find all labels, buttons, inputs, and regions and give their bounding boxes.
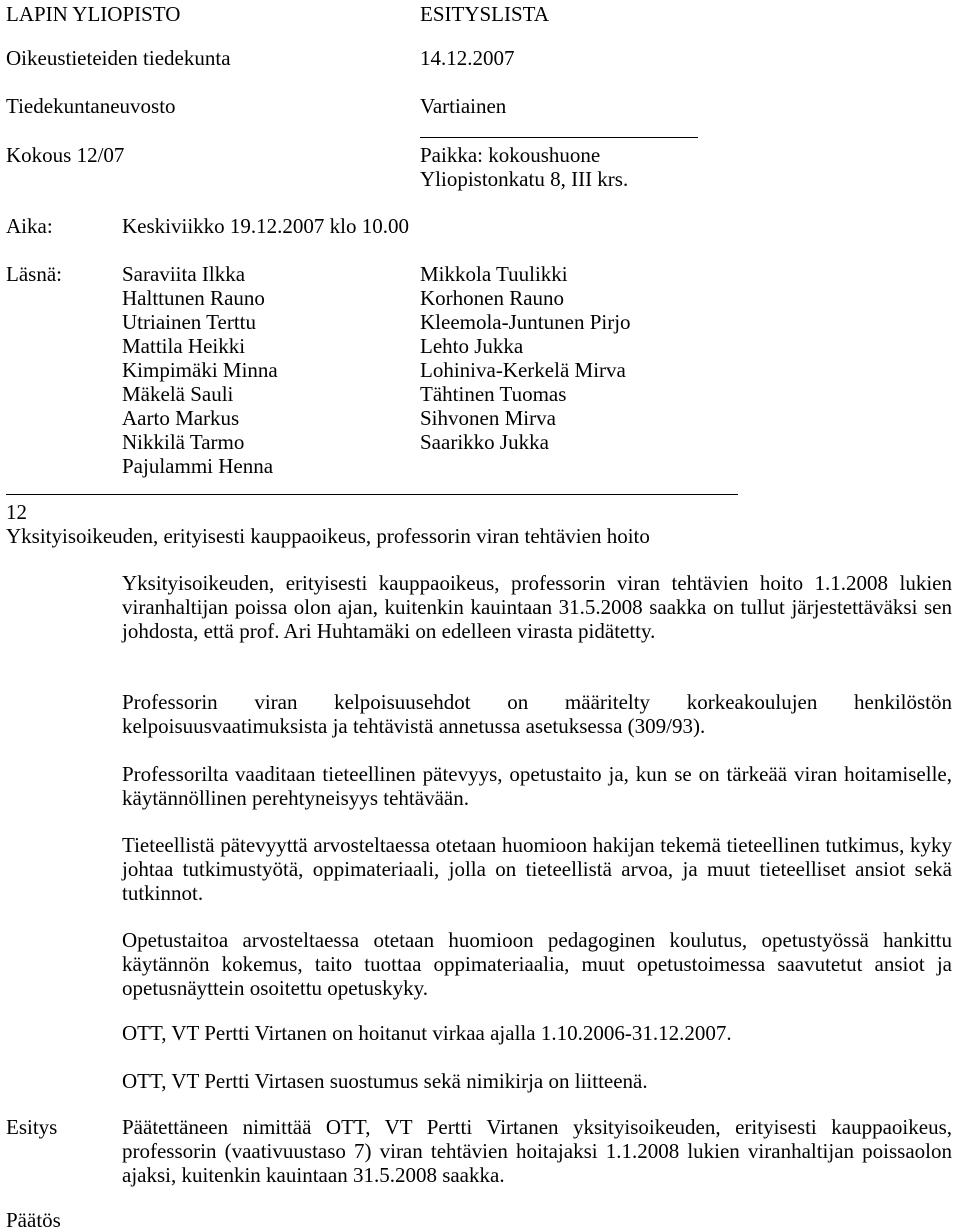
paragraph-attachments: OTT, VT Pertti Virtasen suostumus sekä nimikirja on liitteenä. [122,1069,648,1093]
item-title: Yksityisoikeuden, erityisesti kauppaoikeus, professorin viran tehtävien hoito [6,524,650,548]
document-date: 14.12.2007 [420,46,515,70]
section-divider [6,494,738,495]
header-divider [420,137,698,138]
attendee: Lehto Jukka [420,334,524,358]
attendee: Nikkilä Tarmo [122,430,245,454]
attendee: Pajulammi Henna [122,454,274,478]
item-number: 12 [6,500,27,524]
attendee: Mäkelä Sauli [122,382,234,406]
document-type: ESITYSLISTA [420,2,549,26]
university-name: LAPIN YLIOPISTO [6,2,181,26]
proposal-text: Päätettäneen nimittää OTT, VT Pertti Virtanen yksityisoikeuden, erityisesti kauppaoikeus, professorin (vaativuustaso 7) viran tehtävien hoitajaksi 1.1.2008 lukien viranhaltijan poissaolon ajaksi, kuitenkin kauintaan 31.5.2008 saakka. [122,1115,952,1187]
paragraph-arrangement: Yksityisoikeuden, erityisesti kauppaoikeus, professorin viran tehtävien hoito 1.1.2008 lukien viranhaltijan poissa olon ajan, kuitenkin kauintaan 31.5.2008 saakka on tullut järjestettäväksi sen johdosta, että prof. Ari Huhtamäki on edelleen virasta pidätetty. [122,571,952,643]
decision-label: Päätös [6,1208,61,1232]
attendee: Sihvonen Mirva [420,406,556,430]
attendee: Lohiniva-Kerkelä Mirva [420,358,626,382]
attendee: Kleemola-Juntunen Pirjo [420,310,631,334]
governing-body: Tiedekuntaneuvosto [6,94,176,118]
attendee: Utriainen Terttu [122,310,257,334]
meeting-address: Yliopistonkatu 8, III krs. [420,167,629,191]
attendee: Saraviita Ilkka [122,262,246,286]
attendee: Saarikko Jukka [420,430,549,454]
attendees-right-column [420,262,631,454]
paragraph-teaching-skill: Opetustaitoa arvosteltaessa otetaan huomioon pedagoginen koulutus, opetustyössä hankittu käytännön kokemus, taito tuottaa oppimateriaalia, muut opetustoimessa saavutetut ansiot ja opetusnäyttein osoitettu opetuskyky. [122,928,952,1000]
document-author: Vartiainen [420,94,507,118]
meeting-number: Kokous 12/07 [6,143,125,167]
faculty-name: Oikeustieteiden tiedekunta [6,46,231,70]
paragraph-eligibility: Professorin viran kelpoisuusehdot on määritelty korkeakoulujen henkilöstön kelpoisuusvaatimuksista ja tehtävistä annetussa asetuksessa (309/93). [122,690,952,738]
attendee: Mattila Heikki [122,334,246,358]
attendee: Kimpimäki Minna [122,358,278,382]
attendee: Halttunen Rauno [122,286,265,310]
attendee: Aarto Markus [122,406,240,430]
paragraph-previous-tenure: OTT, VT Pertti Virtanen on hoitanut virkaa ajalla 1.10.2006-31.12.2007. [122,1021,732,1045]
paragraph-requirements: Professorilta vaaditaan tieteellinen pätevyys, opetustaito ja, kun se on tärkeää viran hoitamiselle, käytännöllinen perehtyneisyys tehtävään. [122,762,952,810]
paragraph-scientific-competence: Tieteellistä pätevyyttä arvosteltaessa otetaan huomioon hakijan tekemä tieteellinen tutkimus, kyky johtaa tutkimustyötä, oppimateriaali, jolla on tieteellistä arvoa, ja muut tieteelliset ansiot sekä tutkinnot. [122,833,952,905]
attendee: Tähtinen Tuomas [420,382,567,406]
proposal-label: Esitys [6,1115,58,1139]
attendees-left-column [122,262,278,478]
meeting-place: Paikka: kokoushuone [420,143,601,167]
time-label: Aika: [6,214,53,238]
time-value: Keskiviikko 19.12.2007 klo 10.00 [122,214,409,238]
attendees-label: Läsnä: [6,262,62,286]
attendee: Mikkola Tuulikki [420,262,568,286]
attendee: Korhonen Rauno [420,286,565,310]
